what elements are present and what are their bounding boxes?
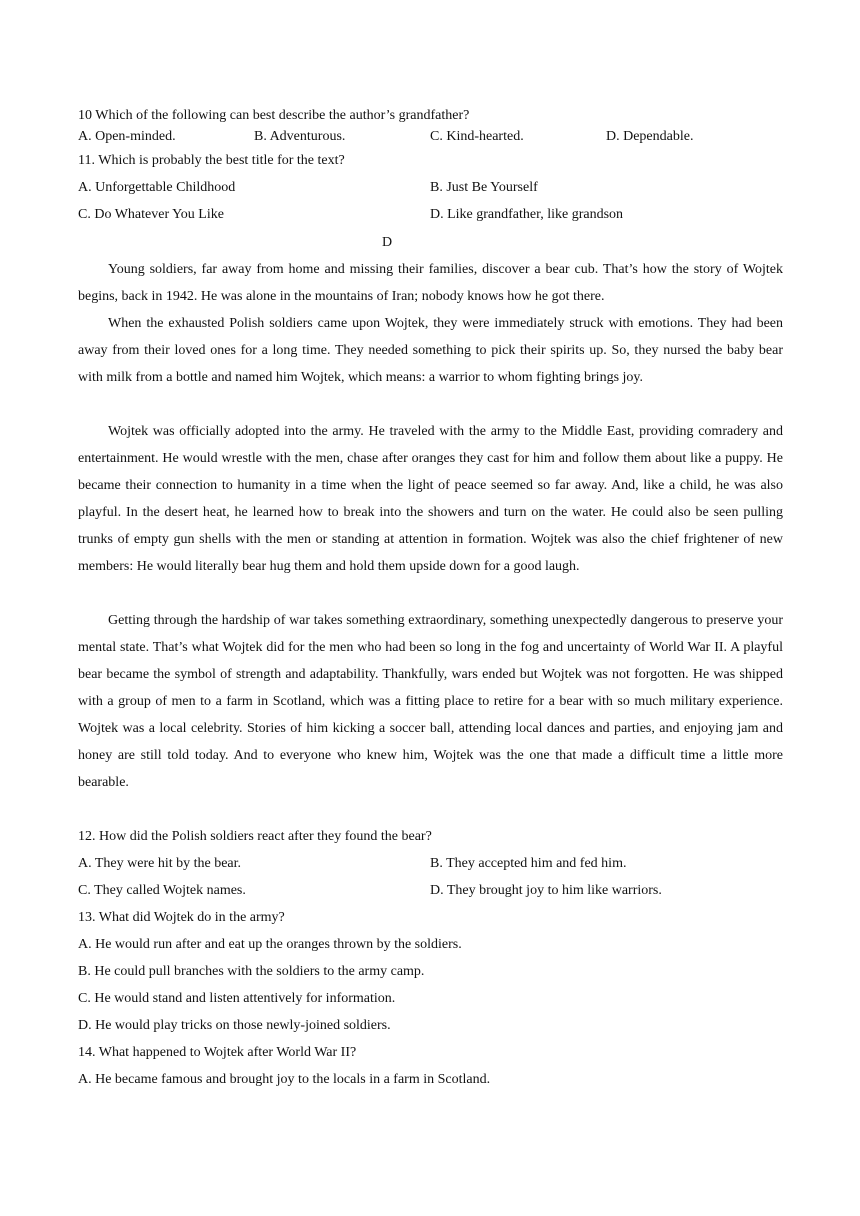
q10-option-c: C. Kind-hearted. <box>430 129 524 144</box>
q10-option-d: D. Dependable. <box>606 129 694 144</box>
q11-stem: 11. Which is probably the best title for the text? <box>78 153 345 168</box>
passage-paragraph-4: Getting through the hardship of war takes something extraordinary, something unexpectedly dangerous to preserve your mental state. That’s what Wojtek did for the men who had been so long in the fog and uncertainty of World War II. A playful bear became the symbol of strength and adaptability. Thankfully, wars ended but Wojtek was not forgotten. He was shipped with a group of men to a farm in Scotland, which was a fitting place to retire for a bear with so much military experience. Wojtek was a local celebrity. Stories of him kicking a soccer ball, attending local dances and parties, and enjoying jam and honey are still told today. And to everyone who knew him, Wojtek was the one that made a difficult time a little more bearable. <box>78 613 783 790</box>
q11-option-d: D. Like grandfather, like grandson <box>430 207 624 222</box>
q13-option-a: A. He would run after and eat up the oranges thrown by the soldiers. <box>78 937 462 952</box>
q12-stem: 12. How did the Polish soldiers react after they found the bear? <box>78 829 432 844</box>
q12-option-b: B. They accepted him and fed him. <box>430 856 627 871</box>
q11-option-c: C. Do Whatever You Like <box>78 207 224 222</box>
q11-option-b: B. Just Be Yourself <box>430 180 538 195</box>
q11-option-a: A. Unforgettable Childhood <box>78 180 236 195</box>
q14-option-a: A. He became famous and brought joy to the locals in a farm in Scotland. <box>78 1072 491 1087</box>
q12-option-a: A. They were hit by the bear. <box>78 856 242 871</box>
q10-option-a: A. Open-minded. <box>78 129 176 144</box>
q14-stem: 14. What happened to Wojtek after World War II? <box>78 1045 357 1060</box>
q12-option-d: D. They brought joy to him like warriors. <box>430 883 662 898</box>
section-label: D <box>381 235 393 250</box>
passage-paragraph-2: When the exhausted Polish soldiers came upon Wojtek, they were immediately struck with emotions. They had been away from their loved ones for a long time. They needed something to pick their spirits up. So, they nursed the baby bear with milk from a bottle and named him Wojtek, which means: a warrior to whom fighting brings joy. <box>78 316 783 385</box>
q10-option-b: B. Adventurous. <box>254 129 346 144</box>
q13-option-c: C. He would stand and listen attentively for information. <box>78 991 396 1006</box>
q13-stem: 13. What did Wojtek do in the army? <box>78 910 285 925</box>
passage-paragraph-3: Wojtek was officially adopted into the army. He traveled with the army to the Middle East, providing comradery and entertainment. He would wrestle with the men, chase after oranges they cast for him and follow them about like a puppy. He became their connection to humanity in a time when the light of peace seemed so far away. And, like a child, he was also playful. In the desert heat, he learned how to break into the showers and turn on the water. He could also be seen pulling trunks of empty gun shells with the men or standing at attention in formation. Wojtek was also the chief frightener of new members: He would literally bear hug them and hold them upside down for a good laugh. <box>78 424 783 574</box>
q13-option-d: D. He would play tricks on those newly-joined soldiers. <box>78 1018 391 1033</box>
q10-stem: 10 Which of the following can best describe the author’s grandfather? <box>78 108 470 123</box>
q13-option-b: B. He could pull branches with the soldiers to the army camp. <box>78 964 425 979</box>
q12-option-c: C. They called Wojtek names. <box>78 883 246 898</box>
passage-paragraph-1: Young soldiers, far away from home and missing their families, discover a bear cub. That’s how the story of Wojtek begins, back in 1942. He was alone in the mountains of Iran; nobody knows how he got there. <box>78 262 783 304</box>
